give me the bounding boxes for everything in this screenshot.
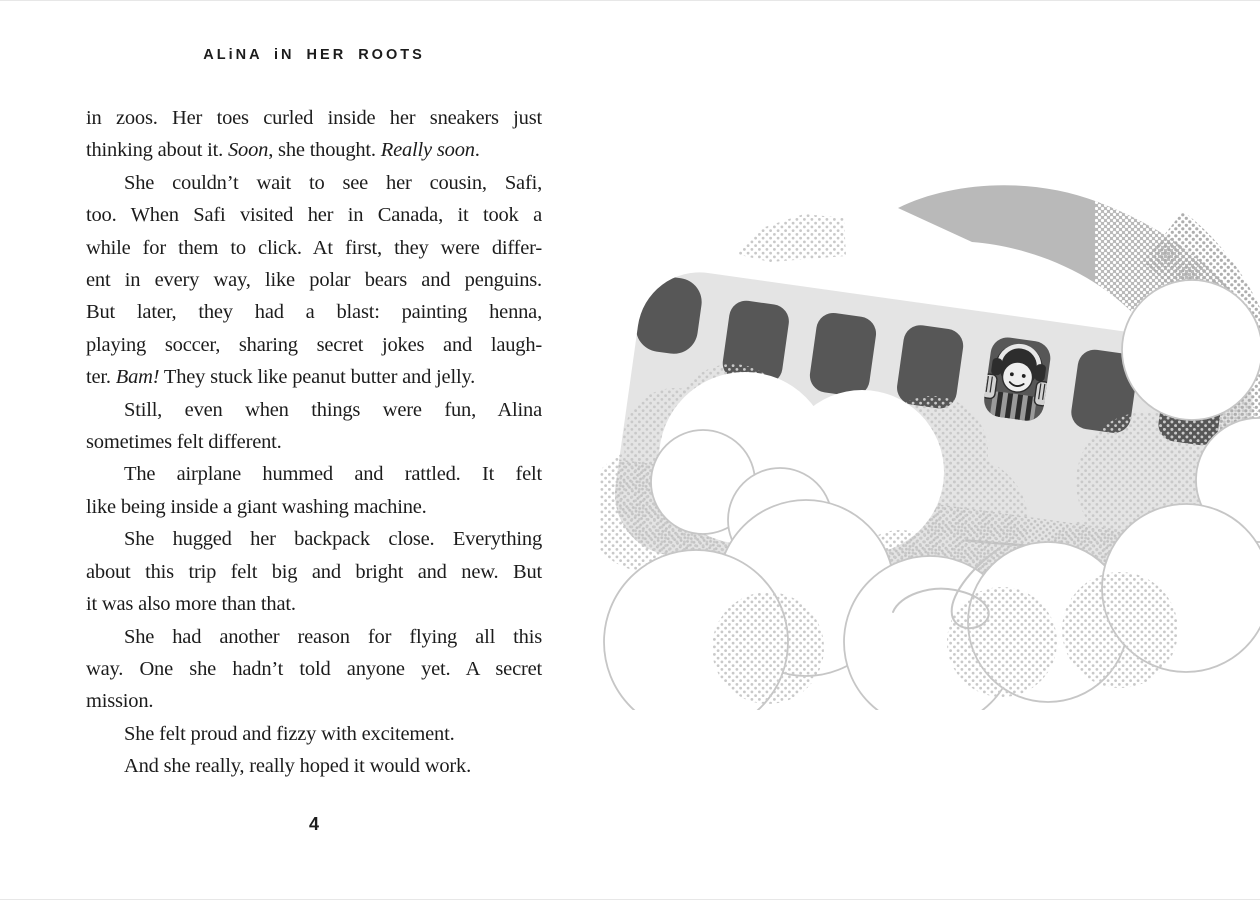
text-segment: while for them to click. At first, they were differ- <box>86 236 542 259</box>
text-line <box>86 264 542 296</box>
text-line <box>86 329 542 361</box>
text-line <box>86 491 542 523</box>
text-line <box>86 523 542 555</box>
text-line <box>86 685 542 717</box>
text-segment: too. When Safi visited her in Canada, it took a <box>86 204 542 227</box>
text-segment: The airplane hummed and rattled. It felt <box>124 463 542 486</box>
text-line <box>86 102 542 134</box>
text-segment: about this trip felt big and bright and new. But <box>86 560 542 583</box>
text-line <box>86 653 542 685</box>
text-segment: . <box>474 139 480 162</box>
text-line <box>86 134 542 166</box>
body-text <box>86 102 542 783</box>
text-line <box>86 588 542 620</box>
text-line <box>86 556 542 588</box>
text-segment: Still, even when things were fun, Alina <box>124 398 542 421</box>
text-line <box>86 458 542 490</box>
text-segment: playing soccer, sharing secret jokes and laugh- <box>86 333 542 356</box>
text-line <box>86 199 542 231</box>
text-line <box>86 296 542 328</box>
text-line <box>86 426 542 458</box>
text-segment: ter. <box>86 366 116 389</box>
text-segment: like being inside a giant washing machine. <box>86 495 427 518</box>
text-segment: They stuck like peanut butter and jelly. <box>159 366 476 389</box>
text-segment: She hugged her backpack close. Everything <box>124 528 542 551</box>
text-line <box>86 232 542 264</box>
text-segment: She couldn’t wait to see her cousin, Safi, <box>124 171 542 194</box>
text-line <box>86 750 542 782</box>
running-header: ALiNA iN HER ROOTS <box>203 47 425 63</box>
italic-text: Bam! <box>115 366 160 389</box>
page-edge-top <box>0 0 1260 1</box>
text-line <box>86 167 542 199</box>
halftone-patch <box>736 214 846 262</box>
text-line <box>86 718 542 750</box>
page-number: 4 <box>308 814 319 834</box>
text-segment: thinking about it. <box>86 139 228 162</box>
text-segment: She felt proud and fizzy with excitement. <box>124 722 455 745</box>
text-line <box>86 394 542 426</box>
text-segment: sometimes felt different. <box>86 431 282 454</box>
text-segment: But later, they had a blast: painting henna, <box>86 301 542 324</box>
text-segment: And she really, really hoped it would work. <box>124 755 472 778</box>
text-segment: way. One she hadn’t told anyone yet. A secret <box>86 657 542 680</box>
text-segment: , she thought. <box>268 139 381 162</box>
text-segment: ent in every way, like polar bears and penguins. <box>86 269 542 292</box>
text-segment: in zoos. Her toes curled inside her sneakers just <box>86 107 542 129</box>
airplane-in-clouds-illustration <box>600 150 1260 710</box>
text-segment: mission. <box>86 690 154 713</box>
cabin-window <box>808 311 879 399</box>
text-segment: She had another reason for flying all this <box>124 625 542 648</box>
text-line <box>86 361 542 393</box>
italic-text: Soon <box>227 139 269 162</box>
italic-text: Really soon <box>380 139 475 162</box>
text-line <box>86 621 542 653</box>
text-segment: it was also more than that. <box>86 593 296 616</box>
